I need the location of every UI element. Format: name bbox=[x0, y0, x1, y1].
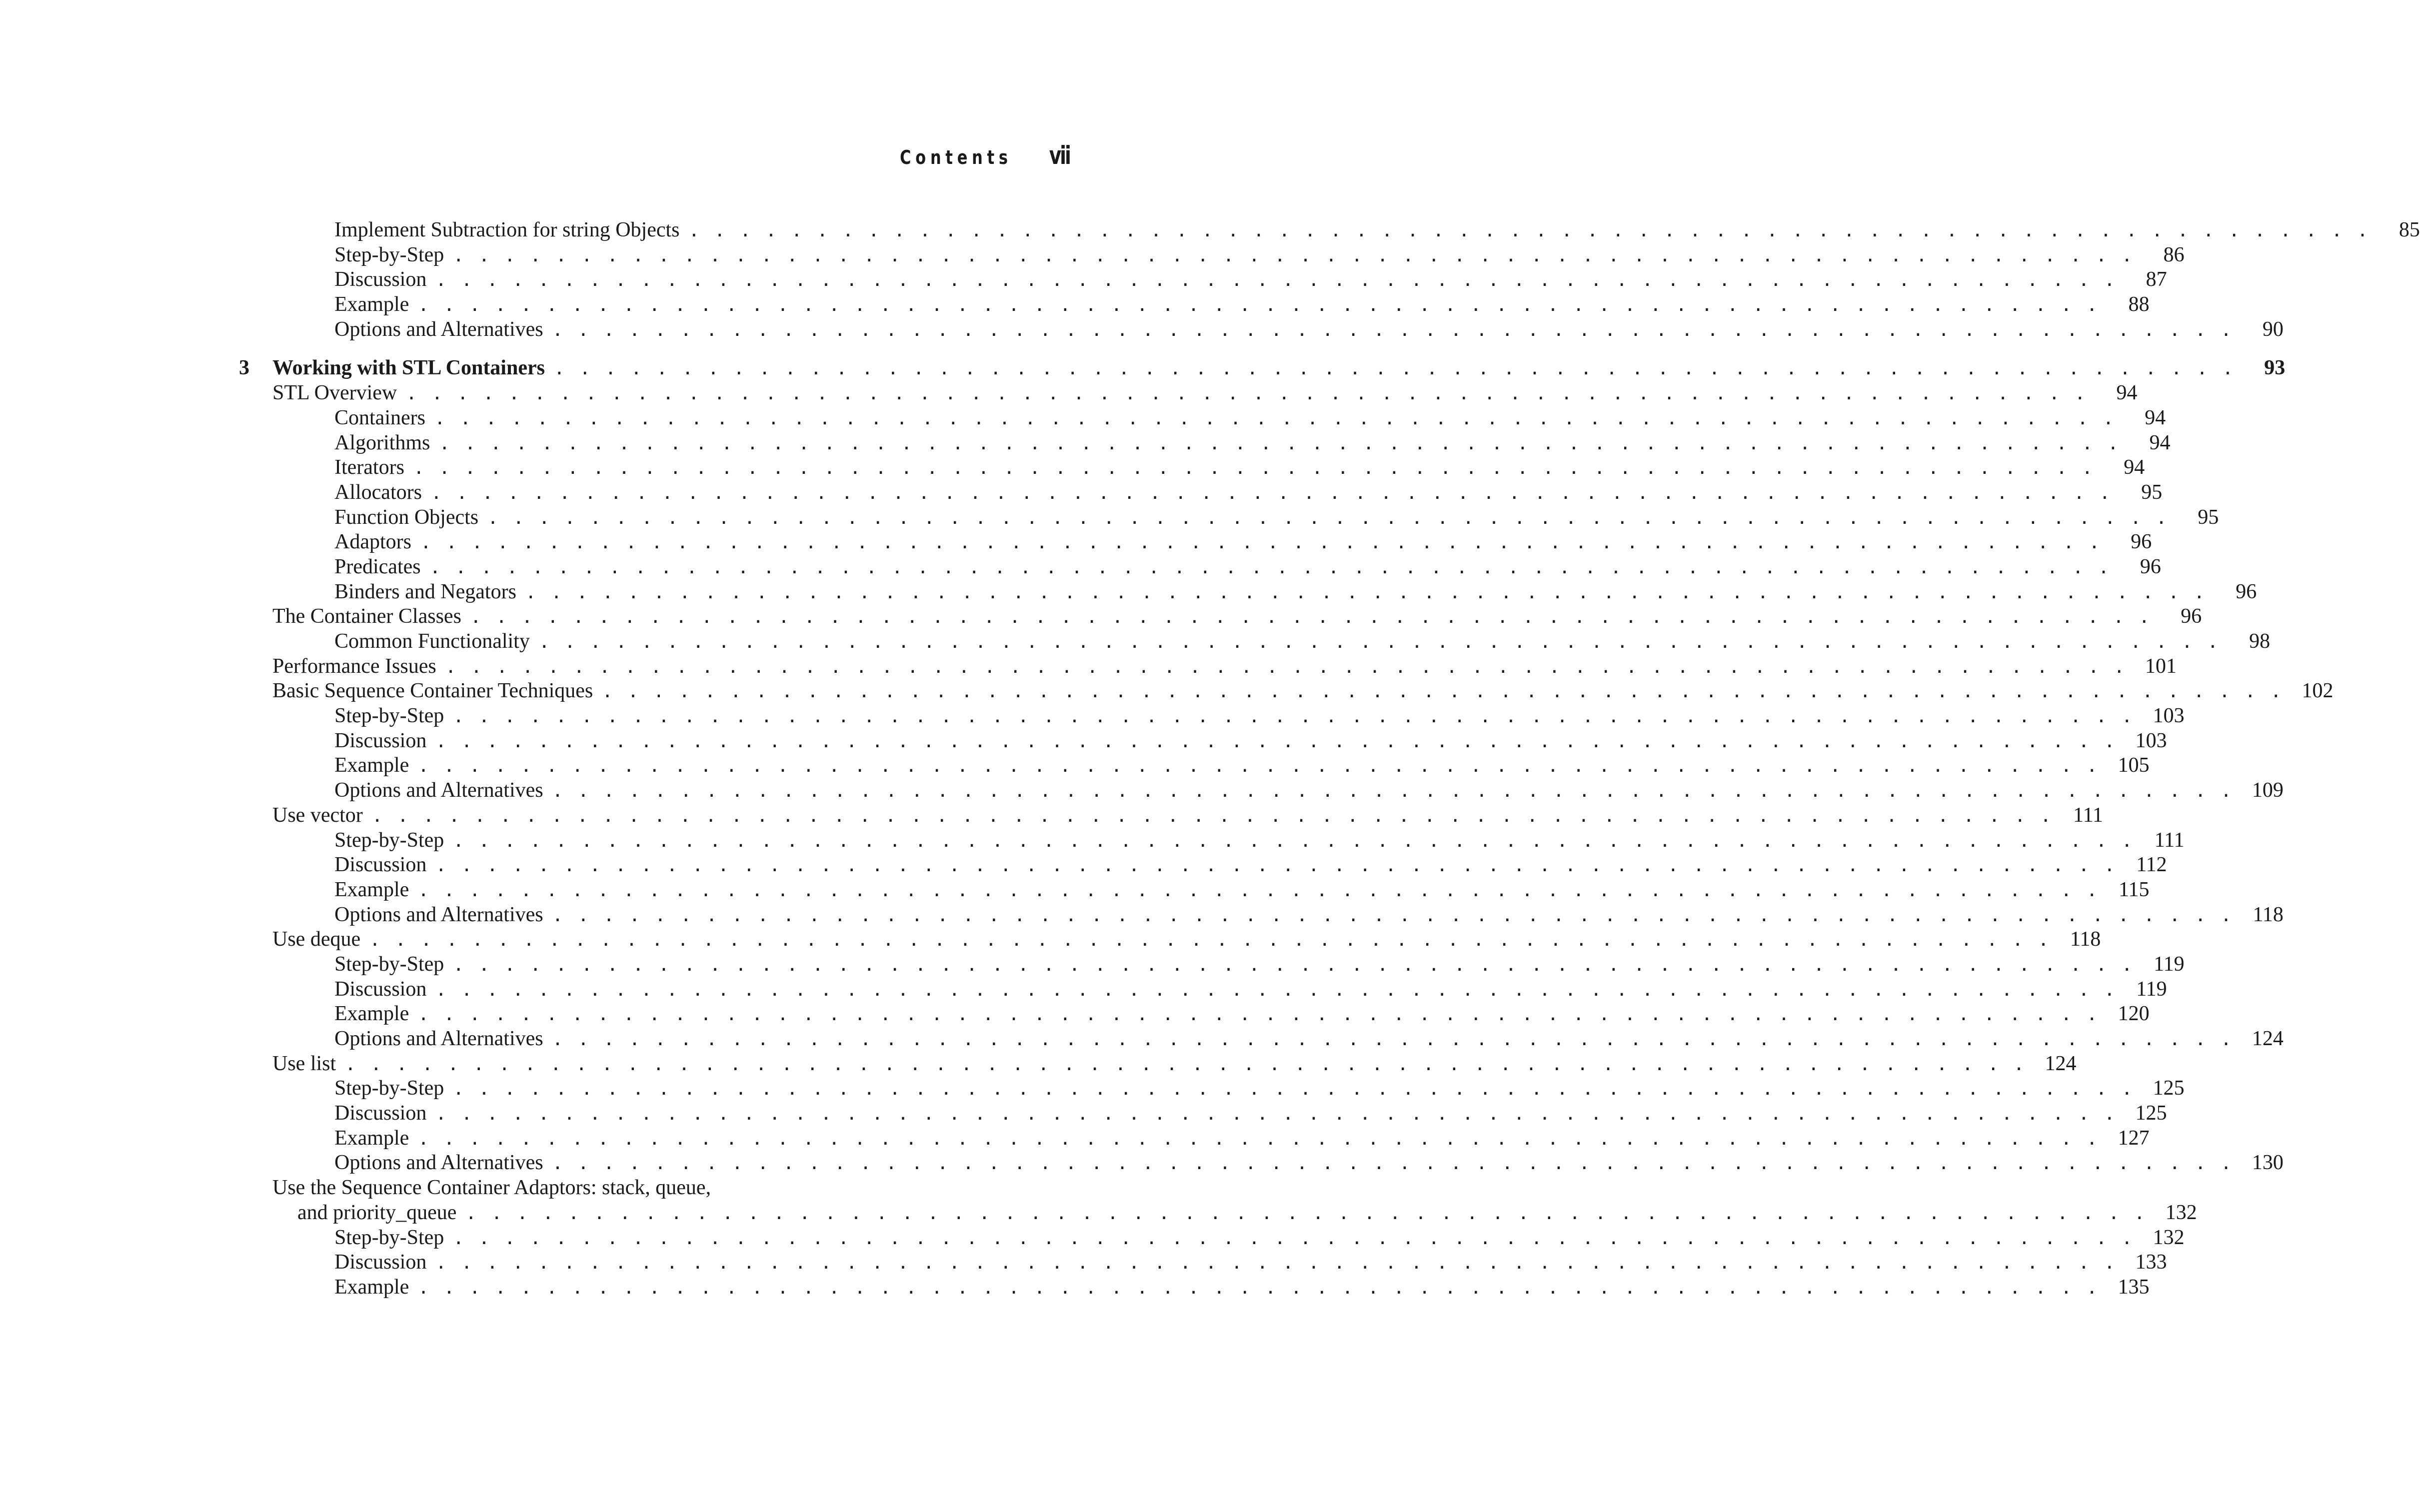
toc-entry bbox=[272, 505, 2219, 530]
toc-entry-title: Algorithms bbox=[334, 431, 430, 454]
dot-leader: . . . . . . . . . . . . . . . . . . . . . . . . . . . . . . . . . . . . . . . . . . . . . . . . . . . . . . . . . . . . . . . . . . bbox=[453, 706, 2135, 727]
toc-entry-title: Containers bbox=[334, 406, 425, 429]
toc-entry bbox=[272, 1275, 2150, 1300]
dot-leader: . . . . . . . . . . . . . . . . . . . . . . . . . . . . . . . . . . . . . . . . . . . . . . . . . . . . . . . . . . . . . . . . . . bbox=[420, 532, 2102, 553]
toc-entry bbox=[272, 729, 2167, 754]
dot-leader: . . . . . . . . . . . . . . . . . . . . . . . . . . . . . . . . . . . . . . . . . . . . . . . . . . . . . . . . . . . . . . . . . . bbox=[470, 607, 2152, 628]
toc-entry-page: 96 bbox=[2131, 530, 2152, 554]
toc-entry-title: Step-by-Step bbox=[334, 704, 444, 728]
dot-leader: . . . . . . . . . . . . . . . . . . . . . . . . . . . . . . . . . . . . . . . . . . . . . . . . . . . . . . . . . . . . . . . . . . bbox=[435, 270, 2117, 291]
toc-entry bbox=[272, 406, 2166, 431]
toc-entry bbox=[272, 629, 2271, 654]
toc-entry-title: Example bbox=[334, 1275, 409, 1299]
toc-entry bbox=[272, 828, 2185, 853]
toc-entry bbox=[272, 903, 2284, 928]
dot-leader: . . . . . . . . . . . . . . . . . . . . . . . . . . . . . . . . . . . . . . . . . . . . . . . . . . . . . . . . . . . . . . . . . . bbox=[453, 245, 2135, 266]
dot-leader: . . . . . . . . . . . . . . . . . . . . . . . . . . . . . . . . . . . . . . . . . . . . . . . . . . . . . . . . . . . . . . . . . . bbox=[552, 319, 2234, 340]
dot-leader: . . . . . . . . . . . . . . . . . . . . . . . . . . . . . . . . . . . . . . . . . . . . . . . . . . . . . . . . . . . . . . . . . . bbox=[538, 632, 2221, 652]
dot-leader: . . . . . . . . . . . . . . . . . . . . . . . . . . . . . . . . . . . . . . . . . . . . . . . . . . . . . . . . . . . . . . . . . . bbox=[445, 656, 2127, 677]
toc-entry bbox=[272, 555, 2161, 580]
toc-entry-page: 133 bbox=[2135, 1251, 2167, 1274]
dot-leader: . . . . . . . . . . . . . . . . . . . . . . . . . . . . . . . . . . . . . . . . . . . . . . . . . . . . . . . . . . . . . . . . . . bbox=[418, 1128, 2100, 1149]
toc-entry bbox=[272, 267, 2167, 292]
toc-entry-title: Options and Alternatives bbox=[334, 903, 543, 926]
dot-leader: . . . . . . . . . . . . . . . . . . . . . . . . . . . . . . . . . . . . . . . . . . . . . . . . . . . . . . . . . . . . . . . . . . bbox=[487, 507, 2169, 528]
toc-entry bbox=[272, 952, 2185, 977]
dot-leader: . . . . . . . . . . . . . . . . . . . . . . . . . . . . . . . . . . . . . . . . . . . . . . . . . . . . . . . . . . . . . . . . . . bbox=[418, 1277, 2100, 1298]
toc-entry-page: 132 bbox=[2153, 1226, 2185, 1249]
toc-entry-title: Discussion bbox=[334, 977, 427, 1001]
toc-entry-page: 94 bbox=[2145, 406, 2166, 429]
toc-entry-page: 120 bbox=[2118, 1002, 2150, 1026]
dot-leader: . . . . . . . . . . . . . . . . . . . . . . . . . . . . . . . . . . . . . . . . . . . . . . . . . . . . . . . . . . . . . . . . . . bbox=[435, 1253, 2117, 1274]
toc-entry-page: 124 bbox=[2252, 1027, 2284, 1050]
dot-leader: . . . . . . . . . . . . . . . . . . . . . . . . . . . . . . . . . . . . . . . . . . . . . . . . . . . . . . . . . . . . . . . . . . bbox=[430, 482, 2113, 503]
toc-entry-page: 94 bbox=[2116, 381, 2138, 405]
toc-entry-page: 111 bbox=[2073, 803, 2104, 827]
toc-entry-title: Discussion bbox=[334, 729, 427, 752]
dot-leader: . . . . . . . . . . . . . . . . . . . . . . . . . . . . . . . . . . . . . . . . . . . . . . . . . . . . . . . . . . . . . . . . . . bbox=[435, 855, 2117, 876]
toc-entry-page: 96 bbox=[2236, 580, 2257, 603]
toc-entry-page: 88 bbox=[2128, 293, 2150, 316]
toc-entry bbox=[272, 218, 2420, 243]
running-head-title: Contents bbox=[900, 146, 1013, 168]
toc-entry-title: Working with STL Containers bbox=[272, 356, 545, 380]
dot-leader: . . . . . . . . . . . . . . . . . . . . . . . . . . . . . . . . . . . . . . . . . . . . . . . . . . . . . . . . . . . . . . . . . . bbox=[418, 1004, 2100, 1025]
toc-entry bbox=[272, 704, 2185, 729]
toc-entry bbox=[272, 853, 2167, 878]
dot-leader: . . . . . . . . . . . . . . . . . . . . . . . . . . . . . . . . . . . . . . . . . . . . . . . . . . . . . . . . . . . . . . . . . . bbox=[418, 295, 2100, 316]
toc-entry-page: 87 bbox=[2146, 268, 2167, 291]
toc-entry-page: 94 bbox=[2124, 456, 2145, 479]
toc-entry-page: 118 bbox=[2070, 928, 2101, 951]
toc-entry-title: Example bbox=[334, 754, 409, 777]
toc-entry-page: 118 bbox=[2253, 903, 2284, 926]
toc-entry-title: Options and Alternatives bbox=[334, 1151, 543, 1175]
toc-entry bbox=[272, 455, 2145, 480]
toc-entry-page: 111 bbox=[2154, 828, 2185, 852]
toc-entry-title: STL Overview bbox=[272, 381, 397, 405]
toc-entry bbox=[272, 1027, 2284, 1052]
toc-entry-title: Common Functionality bbox=[334, 630, 530, 653]
dot-leader: . . . . . . . . . . . . . . . . . . . . . . . . . . . . . . . . . . . . . . . . . . . . . . . . . . . . . . . . . . . . . . . . . . bbox=[439, 433, 2121, 454]
toc-entry-title: Adaptors bbox=[334, 530, 411, 554]
toc-entry-page: 103 bbox=[2153, 704, 2185, 728]
dot-leader: . . . . . . . . . . . . . . . . . . . . . . . . . . . . . . . . . . . . . . . . . . . . . . . . . . . . . . . . . . . . . . . . . . bbox=[525, 582, 2207, 603]
dot-leader: . . . . . . . . . . . . . . . . . . . . . . . . . . . . . . . . . . . . . . . . . . . . . . . . . . . . . . . . . . . . . . . . . . bbox=[429, 557, 2111, 578]
toc-entry-title: Step-by-Step bbox=[334, 952, 444, 976]
toc-entry bbox=[272, 1176, 1012, 1201]
toc-entry bbox=[272, 1002, 2150, 1027]
toc-entry-title: Step-by-Step bbox=[334, 1226, 444, 1249]
toc-entry-title: Discussion bbox=[334, 1102, 427, 1125]
toc-entry bbox=[272, 243, 2185, 268]
toc-entry bbox=[272, 778, 2284, 803]
toc-entry-title: Use vector bbox=[272, 803, 363, 827]
toc-entry-page: 127 bbox=[2118, 1126, 2150, 1150]
toc-entry bbox=[272, 1226, 2185, 1251]
dot-leader: . . . . . . . . . . . . . . . . . . . . . . . . . . . . . . . . . . . . . . . . . . . . . . . . . . . . . . . . . . . . . . . . . . bbox=[453, 1228, 2135, 1249]
dot-leader: . . . . . . . . . . . . . . . . . . . . . . . . . . . . . . . . . . . . . . . . . . . . . . . . . . . . . . . . . . . . . . . . . . bbox=[552, 781, 2234, 802]
toc-entry bbox=[272, 292, 2150, 317]
toc-entry bbox=[272, 530, 2152, 555]
toc-entry-continuation bbox=[272, 1201, 2197, 1226]
dot-leader: . . . . . . . . . . . . . . . . . . . . . . . . . . . . . . . . . . . . . . . . . . . . . . . . . . . . . . . . . . . . . . . . . . bbox=[553, 358, 2236, 379]
dot-leader: . . . . . . . . . . . . . . . . . . . . . . . . . . . . . . . . . . . . . . . . . . . . . . . . . . . . . . . . . . . . . . . . . . bbox=[453, 954, 2135, 975]
dot-leader: . . . . . . . . . . . . . . . . . . . . . . . . . . . . . . . . . . . . . . . . . . . . . . . . . . . . . . . . . . . . . . . . . . bbox=[418, 756, 2100, 777]
dot-leader: . . . . . . . . . . . . . . . . . . . . . . . . . . . . . . . . . . . . . . . . . . . . . . . . . . . . . . . . . . . . . . . . . . bbox=[371, 805, 2054, 826]
toc-entry bbox=[272, 753, 2150, 778]
toc-entry bbox=[272, 878, 2150, 903]
toc-entry-title: Step-by-Step bbox=[334, 243, 444, 266]
toc-entry-page: 95 bbox=[2198, 505, 2219, 529]
toc-entry-page: 119 bbox=[2154, 952, 2185, 976]
dot-leader: . . . . . . . . . . . . . . . . . . . . . . . . . . . . . . . . . . . . . . . . . . . . . . . . . . . . . . . . . . . . . . . . . . bbox=[552, 905, 2234, 926]
toc-entry-title: Iterators bbox=[334, 456, 404, 479]
dot-leader: . . . . . . . . . . . . . . . . . . . . . . . . . . . . . . . . . . . . . . . . . . . . . . . . . . . . . . . . . . . . . . . . . . bbox=[465, 1203, 2147, 1224]
toc-entry-page: 105 bbox=[2118, 754, 2150, 777]
toc-entry bbox=[272, 604, 2202, 629]
toc-entry bbox=[272, 654, 2177, 679]
toc-entry bbox=[272, 927, 2101, 952]
toc-entry-title: Function Objects bbox=[334, 505, 479, 529]
toc-entry-title: Use list bbox=[272, 1052, 336, 1075]
toc-entry-page: 112 bbox=[2136, 853, 2167, 877]
toc-entry-title: Basic Sequence Container Techniques bbox=[272, 679, 593, 703]
dot-leader: . . . . . . . . . . . . . . . . . . . . . . . . . . . . . . . . . . . . . . . . . . . . . . . . . . . . . . . . . . . . . . . . . . bbox=[435, 731, 2117, 752]
toc-entry-title: Discussion bbox=[334, 853, 427, 877]
dot-leader: . . . . . . . . . . . . . . . . . . . . . . . . . . . . . . . . . . . . . . . . . . . . . . . . . . . . . . . . . . . . . . . . . . bbox=[435, 1104, 2117, 1125]
toc-entry bbox=[272, 977, 2167, 1002]
toc-entry-page: 101 bbox=[2145, 654, 2177, 678]
toc-entry-page: 85 bbox=[2399, 218, 2420, 241]
table-of-contents bbox=[239, 218, 2420, 1300]
toc-entry-title: Allocators bbox=[334, 480, 422, 504]
toc-entry-title: Example bbox=[334, 1002, 409, 1026]
toc-entry bbox=[272, 803, 2104, 828]
toc-entry-page: 96 bbox=[2181, 605, 2202, 628]
toc-entry-title: Options and Alternatives bbox=[334, 779, 543, 802]
dot-leader: . . . . . . . . . . . . . . . . . . . . . . . . . . . . . . . . . . . . . . . . . . . . . . . . . . . . . . . . . . . . . . . . . . bbox=[688, 220, 2370, 241]
toc-entry bbox=[272, 1151, 2284, 1176]
toc-entry-page: 125 bbox=[2153, 1077, 2185, 1100]
toc-entry-page: 119 bbox=[2136, 977, 2167, 1001]
dot-leader: . . . . . . . . . . . . . . . . . . . . . . . . . . . . . . . . . . . . . . . . . . . . . . . . . . . . . . . . . . . . . . . . . . bbox=[406, 383, 2088, 404]
toc-entry-page: 93 bbox=[2264, 356, 2286, 380]
page-number: vii bbox=[1049, 141, 1070, 170]
toc-entry-page: 95 bbox=[2141, 480, 2163, 504]
toc-chapter-entry bbox=[239, 356, 2286, 381]
dot-leader: . . . . . . . . . . . . . . . . . . . . . . . . . . . . . . . . . . . . . . . . . . . . . . . . . . . . . . . . . . . . . . . . . . bbox=[345, 1054, 2027, 1075]
toc-entry-title: Performance Issues bbox=[272, 654, 436, 678]
toc-entry-title: Discussion bbox=[334, 1251, 427, 1274]
toc-entry bbox=[272, 580, 2257, 605]
toc-entry bbox=[272, 317, 2284, 342]
dot-leader: . . . . . . . . . . . . . . . . . . . . . . . . . . . . . . . . . . . . . . . . . . . . . . . . . . . . . . . . . . . . . . . . . . bbox=[602, 681, 2284, 702]
toc-entry-page: 96 bbox=[2140, 555, 2161, 578]
dot-leader: . . . . . . . . . . . . . . . . . . . . . . . . . . . . . . . . . . . . . . . . . . . . . . . . . . . . . . . . . . . . . . . . . . bbox=[453, 1079, 2135, 1100]
toc-entry-page: 102 bbox=[2302, 679, 2334, 703]
toc-entry-title: The Container Classes bbox=[272, 605, 461, 628]
dot-leader: . . . . . . . . . . . . . . . . . . . . . . . . . . . . . . . . . . . . . . . . . . . . . . . . . . . . . . . . . . . . . . . . . . bbox=[418, 880, 2100, 901]
dot-leader: . . . . . . . . . . . . . . . . . . . . . . . . . . . . . . . . . . . . . . . . . . . . . . . . . . . . . . . . . . . . . . . . . . bbox=[434, 408, 2116, 429]
dot-leader: . . . . . . . . . . . . . . . . . . . . . . . . . . . . . . . . . . . . . . . . . . . . . . . . . . . . . . . . . . . . . . . . . . bbox=[552, 1029, 2234, 1050]
toc-entry-title: Options and Alternatives bbox=[334, 317, 543, 341]
toc-entry bbox=[272, 679, 2334, 704]
toc-entry bbox=[272, 381, 2138, 406]
dot-leader: . . . . . . . . . . . . . . . . . . . . . . . . . . . . . . . . . . . . . . . . . . . . . . . . . . . . . . . . . . . . . . . . . . bbox=[369, 930, 2051, 951]
toc-entry bbox=[272, 1101, 2167, 1126]
toc-entry-page: 115 bbox=[2119, 878, 2150, 901]
toc-entry-page: 135 bbox=[2118, 1275, 2150, 1299]
toc-entry bbox=[272, 1126, 2150, 1151]
dot-leader: . . . . . . . . . . . . . . . . . . . . . . . . . . . . . . . . . . . . . . . . . . . . . . . . . . . . . . . . . . . . . . . . . . bbox=[413, 458, 2095, 479]
chapter-number: 3 bbox=[239, 356, 249, 380]
toc-entry-page: 130 bbox=[2252, 1151, 2284, 1175]
toc-entry-page: 109 bbox=[2252, 779, 2284, 802]
running-head bbox=[872, 141, 1070, 170]
toc-entry-title: Options and Alternatives bbox=[334, 1027, 543, 1050]
toc-entry bbox=[272, 431, 2171, 456]
dot-leader: . . . . . . . . . . . . . . . . . . . . . . . . . . . . . . . . . . . . . . . . . . . . . . . . . . . . . . . . . . . . . . . . . . bbox=[453, 830, 2135, 851]
dot-leader: . . . . . . . . . . . . . . . . . . . . . . . . . . . . . . . . . . . . . . . . . . . . . . . . . . . . . . . . . . . . . . . . . . bbox=[435, 979, 2117, 1000]
toc-entry bbox=[272, 1250, 2167, 1275]
toc-entry-title: Discussion bbox=[334, 268, 427, 291]
toc-entry-title: Binders and Negators bbox=[334, 580, 516, 603]
toc-entry-title: Step-by-Step bbox=[334, 1077, 444, 1100]
toc-entry bbox=[272, 1076, 2185, 1101]
toc-entry-title: Use deque bbox=[272, 928, 361, 951]
toc-entry-page: 125 bbox=[2135, 1102, 2167, 1125]
toc-entry bbox=[272, 480, 2163, 505]
toc-entry-page: 86 bbox=[2163, 243, 2185, 266]
toc-entry-title: Step-by-Step bbox=[334, 828, 444, 852]
toc-entry-page: 103 bbox=[2135, 729, 2167, 752]
toc-entry-title: Predicates bbox=[334, 555, 421, 578]
toc-entry-title: Example bbox=[334, 878, 409, 901]
toc-entry-page: 98 bbox=[2249, 630, 2271, 653]
toc-entry-page: 90 bbox=[2262, 317, 2284, 341]
toc-entry-page: 94 bbox=[2149, 431, 2171, 454]
toc-entry-title: Use the Sequence Container Adaptors: stack, queue, bbox=[272, 1176, 711, 1200]
toc-entry-page: 124 bbox=[2045, 1052, 2077, 1075]
toc-entry-title: and priority_queue bbox=[297, 1201, 457, 1224]
toc-entry-title: Example bbox=[334, 1126, 409, 1150]
toc-entry-title: Implement Subtraction for string Objects bbox=[334, 218, 680, 241]
toc-entry-title: Example bbox=[334, 293, 409, 316]
toc-entry-page: 132 bbox=[2165, 1201, 2197, 1224]
dot-leader: . . . . . . . . . . . . . . . . . . . . . . . . . . . . . . . . . . . . . . . . . . . . . . . . . . . . . . . . . . . . . . . . . . bbox=[552, 1153, 2234, 1174]
toc-entry bbox=[272, 1052, 2077, 1077]
